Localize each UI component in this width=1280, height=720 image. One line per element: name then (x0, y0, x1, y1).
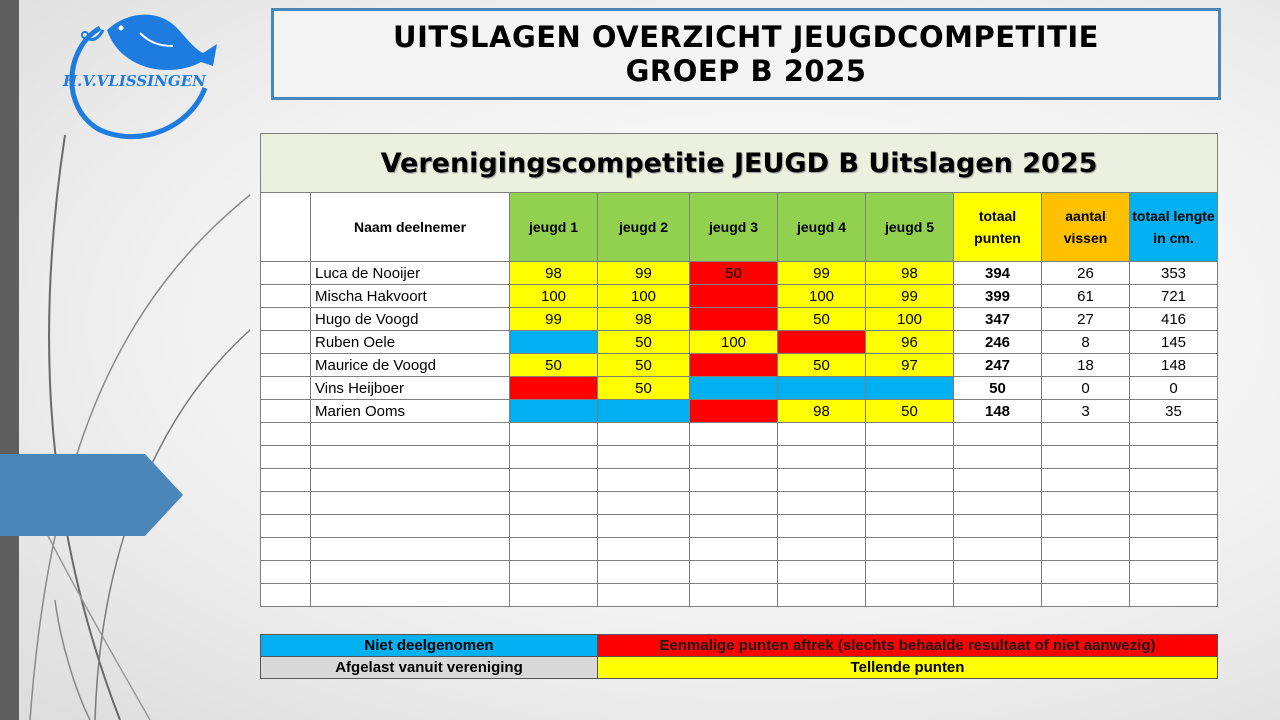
score-jeugd-1 (510, 377, 598, 400)
header-jeugd-3: jeugd 3 (690, 193, 778, 262)
legend-counting-points: Tellende punten (598, 657, 1218, 679)
empty-row (261, 561, 1218, 584)
table-row (261, 308, 1218, 331)
table-row (261, 331, 1218, 354)
header-total-length: totaal lengte in cm. (1130, 193, 1218, 262)
header-blank (261, 193, 311, 262)
total-length: 353 (1130, 262, 1218, 285)
row-blank (261, 400, 311, 423)
total-length: 416 (1130, 308, 1218, 331)
score-jeugd-2: 50 (598, 377, 690, 400)
total-points: 399 (954, 285, 1042, 308)
score-jeugd-3 (690, 285, 778, 308)
legend-deduction: Eenmalige punten aftrek (slechts behaalde resultaat of niet aanwezig) (598, 635, 1218, 657)
participant-name: Mischa Hakvoort (311, 285, 510, 308)
fish-count: 18 (1042, 354, 1130, 377)
empty-row (261, 492, 1218, 515)
table-row (261, 354, 1218, 377)
table-row (261, 377, 1218, 400)
fish-logo-icon (55, 8, 225, 143)
fish-count: 8 (1042, 331, 1130, 354)
results-table (260, 133, 1218, 607)
score-jeugd-5: 100 (866, 308, 954, 331)
score-jeugd-2: 99 (598, 262, 690, 285)
legend-not-participated: Niet deelgenomen (261, 635, 598, 657)
score-jeugd-2 (598, 400, 690, 423)
score-jeugd-1: 50 (510, 354, 598, 377)
total-points: 148 (954, 400, 1042, 423)
fish-count: 27 (1042, 308, 1130, 331)
header-jeugd-1: jeugd 1 (510, 193, 598, 262)
header-total-points: totaal punten (954, 193, 1042, 262)
score-jeugd-3: 100 (690, 331, 778, 354)
empty-row (261, 538, 1218, 561)
score-jeugd-1 (510, 331, 598, 354)
score-jeugd-4 (778, 377, 866, 400)
participant-name: Luca de Nooijer (311, 262, 510, 285)
score-jeugd-5 (866, 377, 954, 400)
score-jeugd-5: 98 (866, 262, 954, 285)
score-jeugd-2: 50 (598, 331, 690, 354)
row-blank (261, 354, 311, 377)
fish-count: 26 (1042, 262, 1130, 285)
header-row (261, 193, 1218, 262)
club-logo (55, 8, 225, 143)
total-points: 347 (954, 308, 1042, 331)
header-name: Naam deelnemer (311, 193, 510, 262)
participant-name: Maurice de Voogd (311, 354, 510, 377)
page-title-line-1: UITSLAGEN OVERZICHT JEUGDCOMPETITIE (393, 20, 1099, 54)
header-jeugd-4: jeugd 4 (778, 193, 866, 262)
score-jeugd-3 (690, 400, 778, 423)
legend-cancelled: Afgelast vanuit vereniging (261, 657, 598, 679)
total-length: 35 (1130, 400, 1218, 423)
score-jeugd-3: 50 (690, 262, 778, 285)
total-points: 50 (954, 377, 1042, 400)
score-jeugd-3 (690, 377, 778, 400)
header-jeugd-5: jeugd 5 (866, 193, 954, 262)
total-length: 148 (1130, 354, 1218, 377)
table-row (261, 400, 1218, 423)
total-points: 394 (954, 262, 1042, 285)
score-jeugd-2: 98 (598, 308, 690, 331)
page-title-box (271, 8, 1221, 100)
score-jeugd-1: 98 (510, 262, 598, 285)
fish-count: 0 (1042, 377, 1130, 400)
row-blank (261, 308, 311, 331)
score-jeugd-5: 96 (866, 331, 954, 354)
score-jeugd-4: 99 (778, 262, 866, 285)
participant-name: Marien Ooms (311, 400, 510, 423)
score-jeugd-1: 100 (510, 285, 598, 308)
header-fish-count: aantal vissen (1042, 193, 1130, 262)
table-row (261, 285, 1218, 308)
score-jeugd-5: 50 (866, 400, 954, 423)
score-jeugd-3 (690, 308, 778, 331)
score-jeugd-3 (690, 354, 778, 377)
score-jeugd-4: 50 (778, 354, 866, 377)
total-points: 246 (954, 331, 1042, 354)
score-jeugd-4: 100 (778, 285, 866, 308)
empty-row (261, 584, 1218, 607)
logo-text: H.V.VLISSINGEN (63, 72, 206, 90)
table-title: Verenigingscompetitie JEUGD B Uitslagen 2025 (261, 134, 1218, 193)
row-blank (261, 285, 311, 308)
total-length: 0 (1130, 377, 1218, 400)
score-jeugd-5: 99 (866, 285, 954, 308)
table-row (261, 262, 1218, 285)
empty-row (261, 446, 1218, 469)
score-jeugd-4: 98 (778, 400, 866, 423)
score-jeugd-2: 100 (598, 285, 690, 308)
score-jeugd-2: 50 (598, 354, 690, 377)
empty-row (261, 469, 1218, 492)
page-title-line-2: GROEP B 2025 (625, 54, 867, 88)
score-jeugd-1: 99 (510, 308, 598, 331)
row-blank (261, 262, 311, 285)
score-jeugd-1 (510, 400, 598, 423)
score-jeugd-4 (778, 331, 866, 354)
legend-table (260, 634, 1218, 679)
total-length: 721 (1130, 285, 1218, 308)
fish-count: 3 (1042, 400, 1130, 423)
total-points: 247 (954, 354, 1042, 377)
arrow-shape (0, 454, 183, 536)
participant-name: Vins Heijboer (311, 377, 510, 400)
row-blank (261, 377, 311, 400)
score-jeugd-4: 50 (778, 308, 866, 331)
fish-count: 61 (1042, 285, 1130, 308)
participant-name: Hugo de Voogd (311, 308, 510, 331)
participant-name: Ruben Oele (311, 331, 510, 354)
score-jeugd-5: 97 (866, 354, 954, 377)
header-jeugd-2: jeugd 2 (598, 193, 690, 262)
empty-row (261, 423, 1218, 446)
empty-row (261, 515, 1218, 538)
total-length: 145 (1130, 331, 1218, 354)
row-blank (261, 331, 311, 354)
